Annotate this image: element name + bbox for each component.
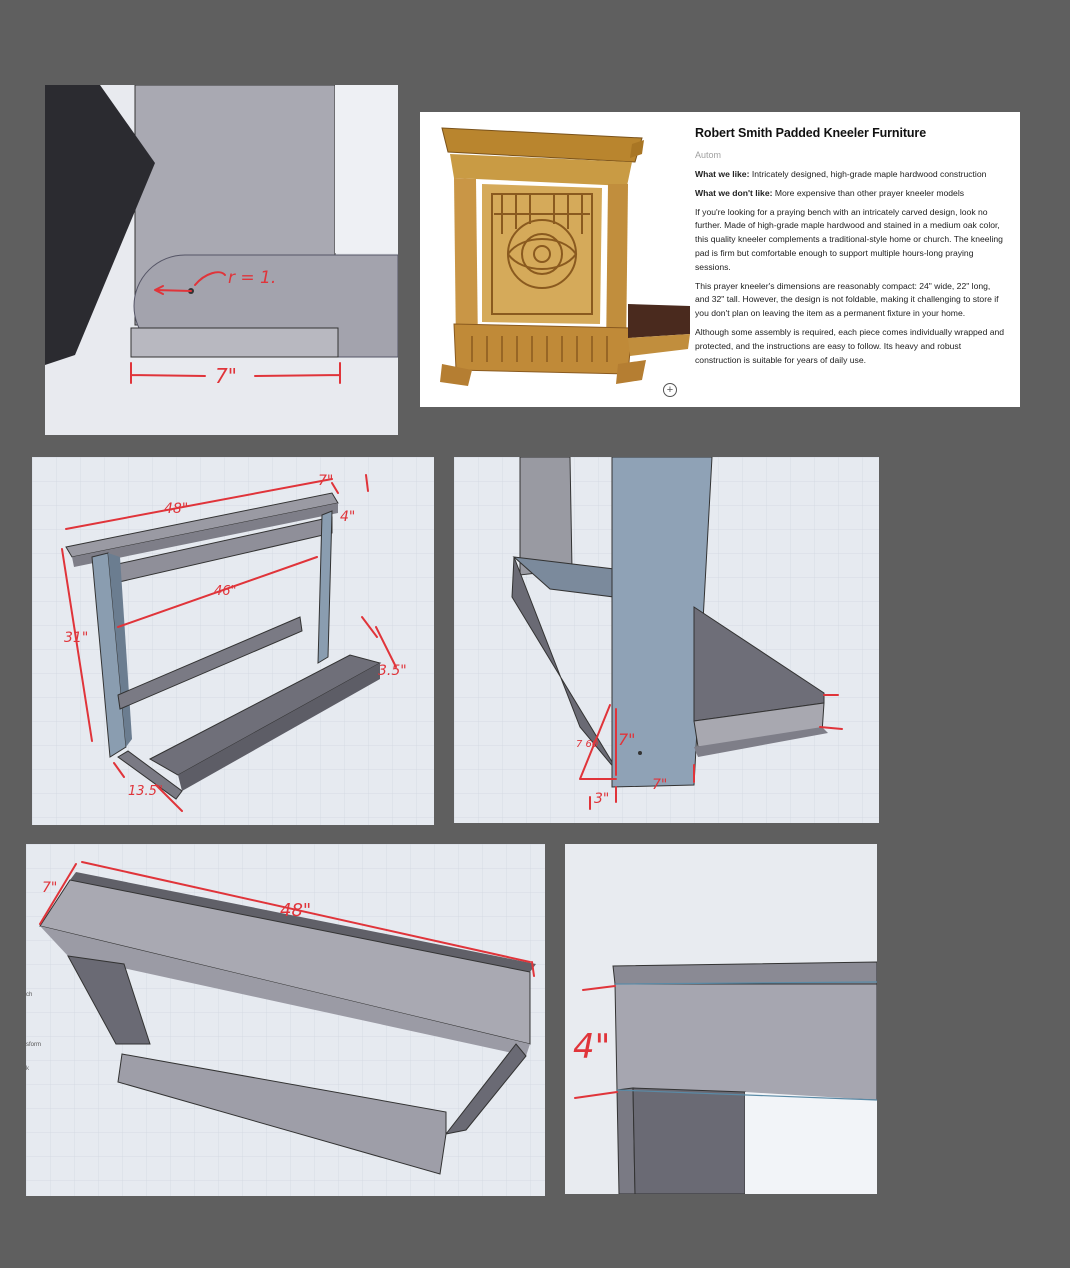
thickness-4-annotation: 4": [573, 1027, 611, 1067]
product-title: Robert Smith Padded Kneeler Furniture: [695, 126, 927, 140]
bottom-7-annotation: 7": [652, 777, 668, 793]
kneeler-dimensions-screenshot: [32, 457, 434, 825]
bottom-3-annotation: 3": [594, 791, 610, 807]
length-annotation: 7": [215, 364, 237, 388]
length-48-annotation: 48": [280, 900, 312, 921]
dim-7: 7": [318, 473, 334, 489]
notch-detail-screenshot: [45, 85, 398, 435]
dislikes-label: What we don't like:: [695, 187, 773, 198]
dislikes-line: [695, 187, 1007, 201]
dim-31: 31": [64, 630, 89, 646]
board-thickness-screenshot: [565, 844, 877, 1194]
likes-line: [695, 168, 1007, 182]
side-label: k: [26, 1066, 29, 1072]
likes-label: What we like:: [695, 169, 750, 179]
radius-annotation: r = 1.: [228, 268, 277, 288]
dim-13-5: 13.5": [128, 784, 163, 799]
side-label: ch: [26, 992, 33, 998]
product-card: [420, 112, 1020, 407]
depth-7-annotation: 7": [42, 880, 58, 896]
top-frame-screenshot: [26, 844, 545, 1196]
description-paragraph: If you're looking for a praying bench with an intricately carved design, look no further. Made of high-grade maple hardwood and stained in a medium oak color, this quality kneeler complements a traditional-style home or church. The kneeling pad is firm but comfortable enough to support multiple hours-long praying sessions.: [695, 206, 1003, 272]
side-angle-screenshot: [454, 457, 879, 823]
dim-3-5: 3.5": [378, 663, 407, 679]
description-paragraph: This prayer kneeler's dimensions are reasonably compact: 24" wide, 22" long, and 32" tall. However, the design is not foldable, making it challenging to store if you don't plan on leaving the item as a permanent fixture in your home.: [695, 280, 999, 319]
product-brand: Autom: [695, 150, 722, 160]
dim-48: 48": [164, 501, 189, 517]
dim-46: 46": [214, 584, 237, 599]
side-label: sform: [26, 1042, 41, 1048]
product-description: [695, 124, 1007, 372]
dim-4: 4": [340, 509, 356, 525]
plus-circle-icon[interactable]: +: [663, 383, 677, 397]
description-paragraph: Although some assembly is required, each piece comes individually wrapped and protected, and the instructions are easy to follow. Its heavy and robust construction is suitable for years of daily use.: [695, 326, 1005, 365]
likes-text: Intricately designed, high-grade maple hardwood construction: [749, 169, 987, 179]
angle-annotation: 7 60: [576, 739, 599, 750]
kneeler-product-image: [432, 124, 694, 392]
side-7-annotation: 7": [618, 730, 636, 749]
dislikes-text: More expensive than other prayer kneeler models: [772, 187, 965, 198]
